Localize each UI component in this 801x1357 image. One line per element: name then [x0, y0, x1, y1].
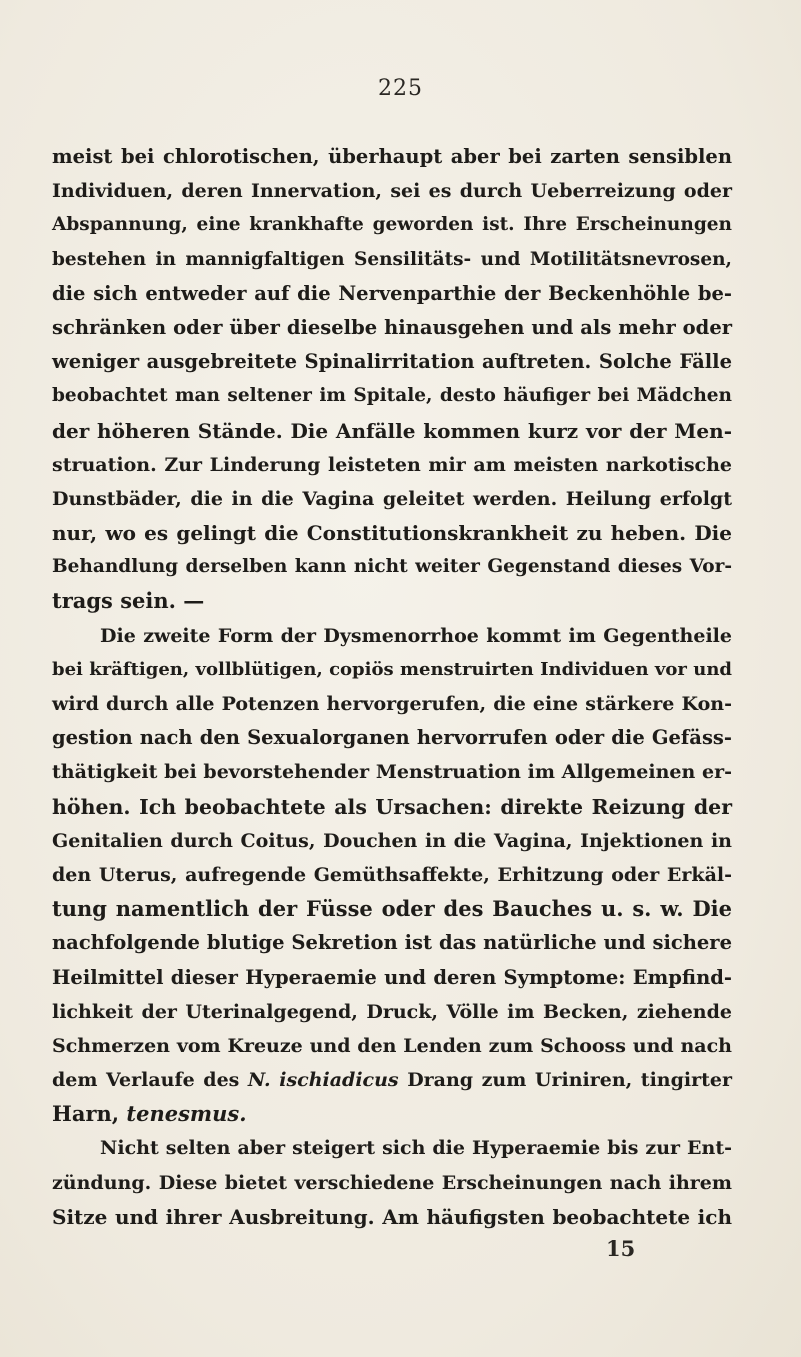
text-segment: dem Verlaufe des — [52, 1069, 248, 1092]
text-line: Behandlung derselben kann nicht weiter Gegenstand dieses Vor- — [52, 556, 732, 578]
text-line: wird durch alle Potenzen hervorgerufen, die eine stärkere Kon- — [52, 693, 732, 715]
text-line: Sitze und ihrer Ausbreitung. Am häufigsten beobachtete ich — [52, 1204, 732, 1229]
text-line: thätigkeit bei bevorstehender Menstruation im Allgemeinen er- — [52, 761, 732, 784]
text-line: Abspannung, eine krankhafte geworden ist. Ihre Erscheinungen — [52, 214, 732, 236]
body-text — [52, 140, 732, 1234]
text-line — [52, 1097, 732, 1131]
signature-mark: 15 — [606, 1236, 636, 1261]
text-segment: Harn, — [52, 1101, 127, 1127]
text-line: bei kräftigen, vollblütigen, copiös menstruirten Individuen vor und — [52, 658, 732, 680]
text-line: nachfolgende blutige Sekretion ist das natürliche und sichere — [52, 931, 732, 955]
text-line: den Uterus, aufregende Gemüthsaffekte, Erhitzung oder Erkäl- — [52, 863, 732, 886]
text-line: Schmerzen vom Kreuze und den Lenden zum Schooss und nach — [52, 1034, 732, 1057]
text-line: beobachtet man seltener im Spitale, desto häufiger bei Mädchen — [52, 385, 732, 407]
text-line: schränken oder über dieselbe hinausgehen und als mehr oder — [52, 315, 732, 339]
text-line: meist bei chlorotischen, überhaupt aber bei zarten sensiblen — [52, 145, 732, 168]
text-line: nur, wo es gelingt die Constitutionskrankheit zu heben. Die — [52, 521, 732, 546]
text-line: Heilmittel dieser Hyperaemie und deren Symptome: Empfind- — [52, 965, 732, 989]
text-line: lichkeit der Uterinalgegend, Druck, Völle im Becken, ziehende — [52, 1000, 732, 1023]
text-line: tung namentlich der Füsse oder des Bauches u. s. w. Die — [52, 896, 732, 922]
text-segment: Drang zum Uriniren, tingirter — [398, 1069, 732, 1092]
text-line: trags sein. — — [52, 588, 205, 614]
text-line: weniger ausgebreitete Spinalirritation auftreten. Solche Fälle — [52, 350, 732, 374]
text-line: Die zweite Form der Dysmenorrhoe kommt im Gegentheile — [100, 624, 732, 647]
text-line: Genitalien durch Coitus, Douchen in die Vagina, Injektionen in — [52, 829, 732, 852]
text-line: bestehen in mannigfaltigen Sensilitäts- und Motilitätsnevrosen, — [52, 248, 732, 270]
text-line: der höheren Stände. Die Anfälle kommen kurz vor der Men- — [52, 418, 732, 443]
text-line: die sich entweder auf die Nervenparthie der Beckenhöhle be- — [52, 281, 732, 305]
text-line: struation. Zur Linderung leisteten mir am meisten narkotische — [52, 453, 732, 476]
text-line: Dunstbäder, die in die Vagina geleitet werden. Heilung erfolgt — [52, 487, 732, 510]
italic-term: N. ischiadicus — [247, 1069, 399, 1092]
text-line — [52, 1063, 732, 1097]
text-line: Individuen, deren Innervation, sei es durch Ueberreizung oder — [52, 180, 732, 203]
italic-term: tenesmus. — [126, 1101, 247, 1127]
text-line: gestion nach den Sexualorganen hervorrufen oder die Gefäss- — [52, 726, 732, 750]
page-number: 225 — [378, 76, 423, 101]
text-line: zündung. Diese bietet verschiedene Erscheinungen nach ihrem — [52, 1171, 732, 1194]
text-line: höhen. Ich beobachtete als Ursachen: direkte Reizung der — [52, 794, 732, 819]
text-line: Nicht selten aber steigert sich die Hyperaemie bis zur Ent- — [100, 1137, 732, 1160]
